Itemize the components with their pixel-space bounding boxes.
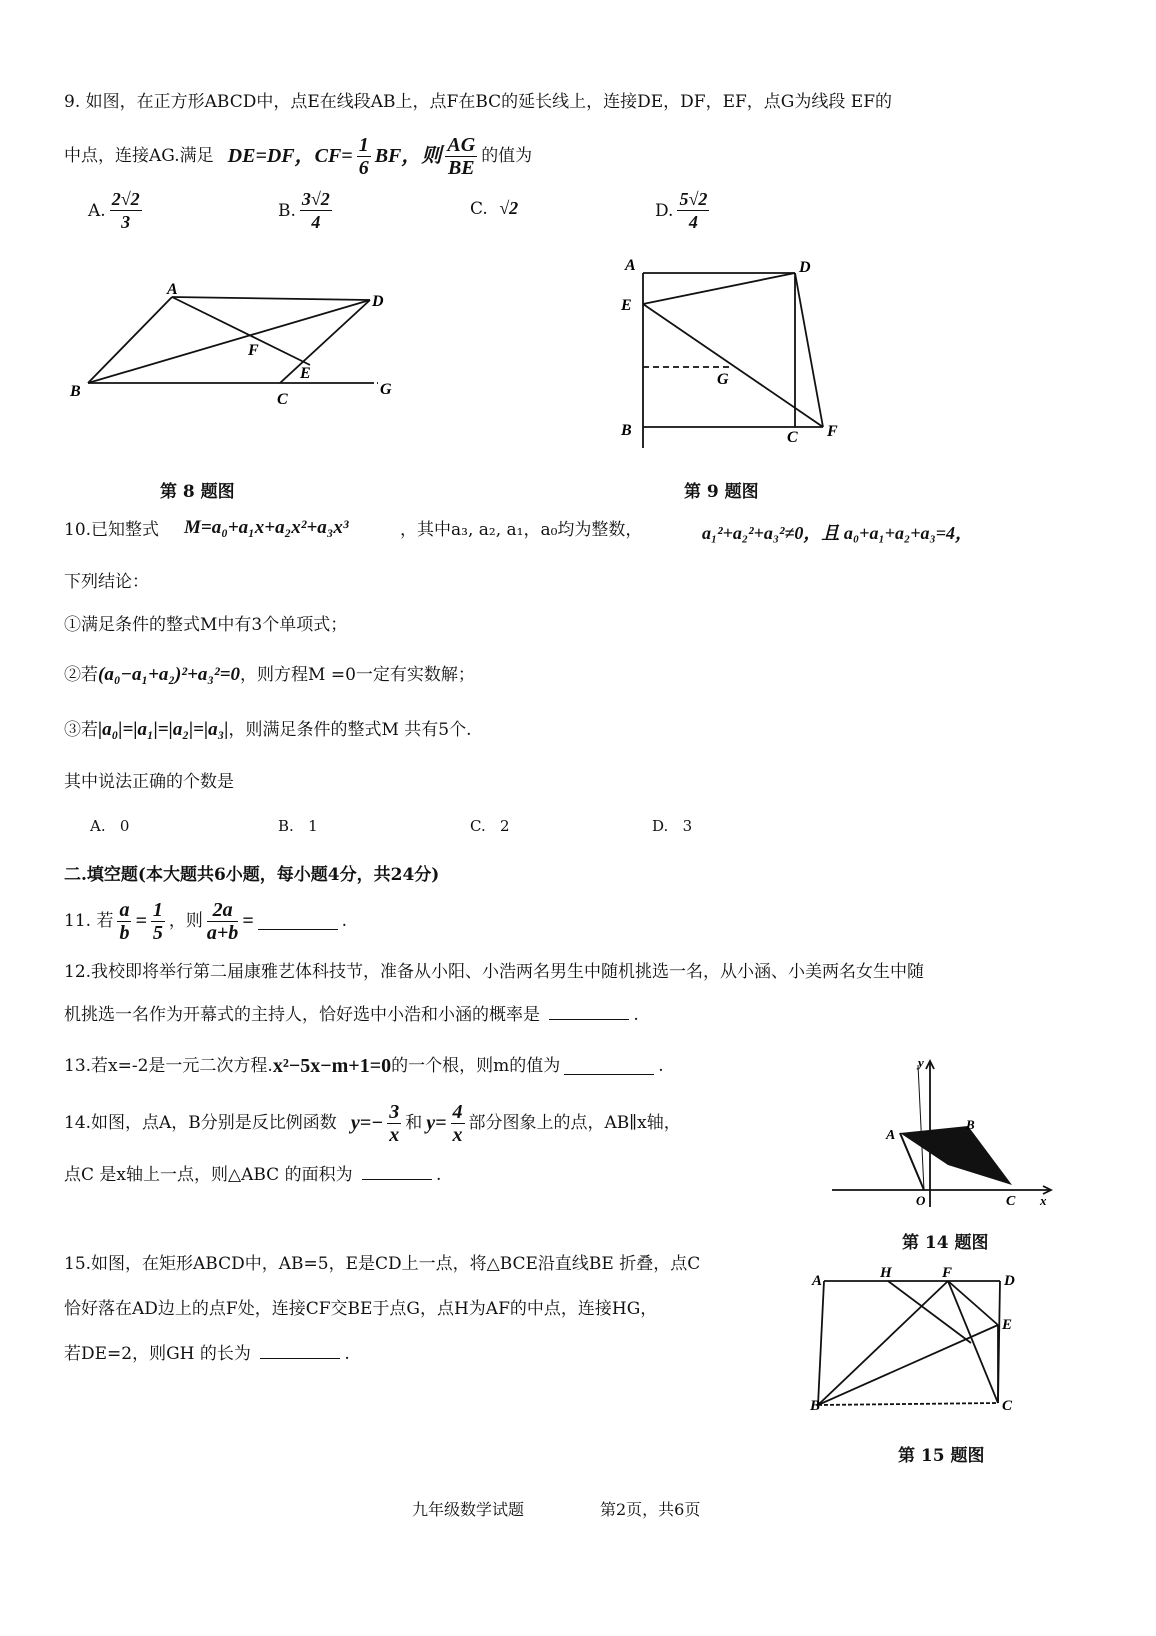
q9-line2 — [64, 128, 532, 184]
fig14-caption: 第 14 题图 — [902, 1233, 989, 1253]
q12-line2 — [64, 1003, 639, 1026]
q10-statement-2 — [64, 664, 475, 686]
option-num: 5√2 — [679, 189, 708, 209]
figure-9 — [615, 252, 855, 452]
fig14-label-a: A — [886, 1128, 896, 1143]
figure-8 — [60, 280, 420, 420]
option-den: 4 — [688, 212, 698, 232]
fig15-label-h: H — [880, 1265, 892, 1281]
q15-answer-blank[interactable] — [260, 1342, 340, 1359]
option-value: 1 — [308, 817, 318, 835]
option-value: 2 — [500, 817, 510, 835]
q9-ratio — [445, 134, 477, 179]
q9-cond1: DE=DF，CF= — [227, 145, 353, 167]
q12-answer-blank[interactable] — [549, 1003, 629, 1020]
q14-suffix: 部分图象上的点，AB∥x轴， — [468, 1113, 681, 1133]
q14-func1: y=− — [350, 1112, 384, 1134]
q13 — [64, 1055, 664, 1077]
q9-frac-num: 1 — [358, 133, 369, 156]
statement-suffix: ，则满足条件的整式M 共有5个. — [228, 720, 472, 740]
q14-end: . — [435, 1165, 442, 1185]
fig8-label-f: F — [248, 342, 259, 359]
figure-14 — [828, 1055, 1058, 1215]
q11-mid: ，则 — [168, 911, 203, 931]
q10-mid: ，其中a₃, a₂, a₁，a₀均为整数， — [400, 520, 643, 540]
statement-prefix: ③若 — [64, 720, 98, 740]
q14-frac1-den: x — [389, 1123, 400, 1146]
q14-frac2-num: 4 — [452, 1100, 463, 1123]
fig9-label-d: D — [799, 259, 811, 276]
q15-line3 — [64, 1342, 350, 1365]
q11-prefix: 11. 若 — [64, 911, 114, 931]
option-value: √2 — [499, 198, 519, 218]
fig14-triangle-shape — [900, 1126, 1012, 1185]
option-den: 4 — [311, 212, 321, 232]
option-label: D. — [652, 817, 669, 835]
option-num: 2√2 — [111, 189, 140, 209]
q15-line1: 15.如图，在矩形ABCD中，AB=5，E是CD上一点，将△BCE沿直线BE 折叠，点C — [64, 1254, 701, 1274]
q9-frac-den: 6 — [358, 156, 369, 179]
q9-option-d — [655, 188, 713, 233]
q15-text: 若DE=2，则GH 的长为 — [64, 1344, 251, 1364]
q11-frac1-num: a — [119, 898, 130, 921]
fig9-caption: 第 9 题图 — [684, 482, 759, 502]
q10-option-d — [652, 817, 692, 835]
q10-statement-3 — [64, 719, 471, 741]
fig8-caption: 第 8 题图 — [160, 482, 235, 502]
option-label: B. — [278, 817, 294, 835]
q12-line1: 12.我校即将举行第二届康雅艺体科技节，准备从小阳、小浩两名男生中随机挑选一名，从小涵、小美两名女生中随 — [64, 962, 925, 982]
fig15-label-b: B — [810, 1398, 821, 1414]
fig15-label-e: E — [1002, 1317, 1013, 1333]
q14-text: 点C 是x轴上一点，则△ABC 的面积为 — [64, 1165, 353, 1185]
q13-end: . — [658, 1056, 664, 1076]
q14-line1 — [64, 1097, 681, 1149]
q9-option-a — [88, 188, 146, 233]
fig9-label-g: G — [717, 371, 729, 388]
q11-equals: = — [135, 910, 147, 932]
q9-option-b — [278, 188, 336, 233]
q11-frac3-den: a+b — [206, 921, 239, 944]
q10-option-b — [278, 817, 318, 835]
fig8-label-a: A — [167, 281, 178, 298]
q9-ratio-den: BE — [447, 156, 475, 179]
statement-formula: |a₀|=|a₁|=|a₂|=|a₃| — [98, 719, 229, 740]
fig8-label-e: E — [300, 365, 311, 382]
q14-answer-blank[interactable] — [362, 1163, 432, 1180]
option-num: 3√2 — [301, 189, 330, 209]
option-label: C. — [470, 199, 488, 219]
option-label: C. — [470, 817, 486, 835]
option-value: 3 — [682, 817, 693, 835]
fig8-label-b: B — [70, 383, 81, 400]
fig14-label-c: C — [1006, 1194, 1016, 1209]
q11-answer-blank[interactable] — [258, 913, 338, 930]
q14-frac1-num: 3 — [389, 1100, 400, 1123]
section-2-title: 二.填空题(本大题共6小题，每小题4分，共24分) — [64, 865, 440, 885]
fig9-label-f: F — [827, 423, 838, 440]
statement-formula: (a₀−a₁+a₂)²+a₃²=0 — [98, 664, 241, 685]
fig8-label-c: C — [277, 391, 288, 408]
q11-frac3-num: 2a — [207, 899, 238, 922]
footer-title: 九年级数学试题 — [412, 1500, 525, 1519]
statement-prefix: ②若 — [64, 665, 98, 685]
q13-formula: x²−5x−m+1=0 — [272, 1055, 392, 1077]
fig14-label-y: y — [918, 1055, 924, 1070]
q9-line1: 9. 如图，在正方形ABCD中，点E在线段AB上，点F在BC的延长线上，连接DE，DF，EF，点G为线段 EF的 — [64, 92, 892, 112]
fig8-label-g: G — [380, 381, 392, 398]
fig8-label-d: D — [372, 293, 384, 310]
fig15-label-c: C — [1002, 1398, 1013, 1414]
q10-option-c — [470, 817, 510, 835]
figure-15 — [808, 1263, 1028, 1423]
option-den: 3 — [121, 212, 131, 232]
q10-statement-1: ①满足条件的整式M中有3个单项式； — [64, 615, 348, 635]
q13-suffix: 的一个根，则m的值为 — [391, 1056, 561, 1076]
q9-cond2: BF，则 — [374, 145, 442, 167]
fig15-caption: 第 15 题图 — [898, 1446, 985, 1466]
fig15-label-f: F — [942, 1265, 953, 1281]
q10-lead: 下列结论： — [64, 572, 149, 592]
q14-frac2-den: x — [452, 1123, 463, 1146]
q14-func2: y= — [426, 1112, 447, 1134]
fig14-label-o: O — [916, 1193, 926, 1208]
q11-equals-2: = — [242, 910, 254, 932]
fig9-label-c: C — [787, 429, 798, 446]
fig9-label-a: A — [625, 257, 636, 274]
q11-end: . — [341, 911, 348, 931]
q15-end: . — [344, 1344, 350, 1364]
footer-page-number: 第2页，共6页 — [600, 1500, 701, 1519]
q10-option-a — [90, 817, 129, 835]
q9-line2-prefix: 中点，连接AG.满足 — [64, 146, 214, 166]
q9-ratio-num: AG — [447, 133, 476, 156]
q11-frac2-den: 5 — [152, 921, 163, 944]
statement-suffix: ，则方程M =0一定有实数解； — [240, 665, 475, 685]
q10-prefix: 10.已知整式 — [64, 520, 160, 540]
q9-option-c — [470, 198, 518, 219]
q15-line2: 恰好落在AD边上的点F处，连接CF交BE于点G，点H为AF的中点，连接HG， — [64, 1299, 658, 1319]
q14-and: 和 — [405, 1113, 423, 1133]
q10-condition: a₁²+a₂²+a₃²≠0，且 a₀+a₁+a₂+a₃=4， — [702, 523, 974, 543]
q12-text: 机挑选一名作为开幕式的主持人，恰好选中小浩和小涵的概率是 — [64, 1005, 540, 1025]
option-label: A. — [88, 200, 106, 221]
q13-prefix: 13.若x=-2是一元二次方程. — [64, 1056, 273, 1076]
fig15-label-d: D — [1004, 1273, 1015, 1289]
q12-end: . — [633, 1005, 639, 1025]
q14-prefix: 14.如图，点A，B分别是反比例函数 — [64, 1113, 337, 1133]
option-label: D. — [655, 200, 674, 221]
q11 — [64, 895, 347, 947]
q11-frac1-den: b — [119, 921, 130, 944]
q14-line2 — [64, 1163, 441, 1186]
q9-frac — [357, 134, 371, 179]
fig14-label-b: B — [966, 1117, 975, 1132]
fig9-label-e: E — [621, 297, 632, 314]
fig15-label-a: A — [812, 1273, 823, 1289]
q9-suffix: 的值为 — [481, 146, 533, 166]
q13-answer-blank[interactable] — [564, 1058, 654, 1075]
q11-frac2-num: 1 — [152, 898, 163, 921]
q10-ask: 其中说法正确的个数是 — [64, 772, 234, 792]
fig14-label-x: x — [1040, 1193, 1047, 1208]
option-label: B. — [278, 200, 296, 221]
q10-formula: M=a₀+a₁x+a₂x²+a₃x³ — [184, 517, 349, 538]
fig9-label-b: B — [621, 422, 632, 439]
option-label: A. — [90, 817, 106, 835]
option-value: 0 — [119, 817, 130, 835]
